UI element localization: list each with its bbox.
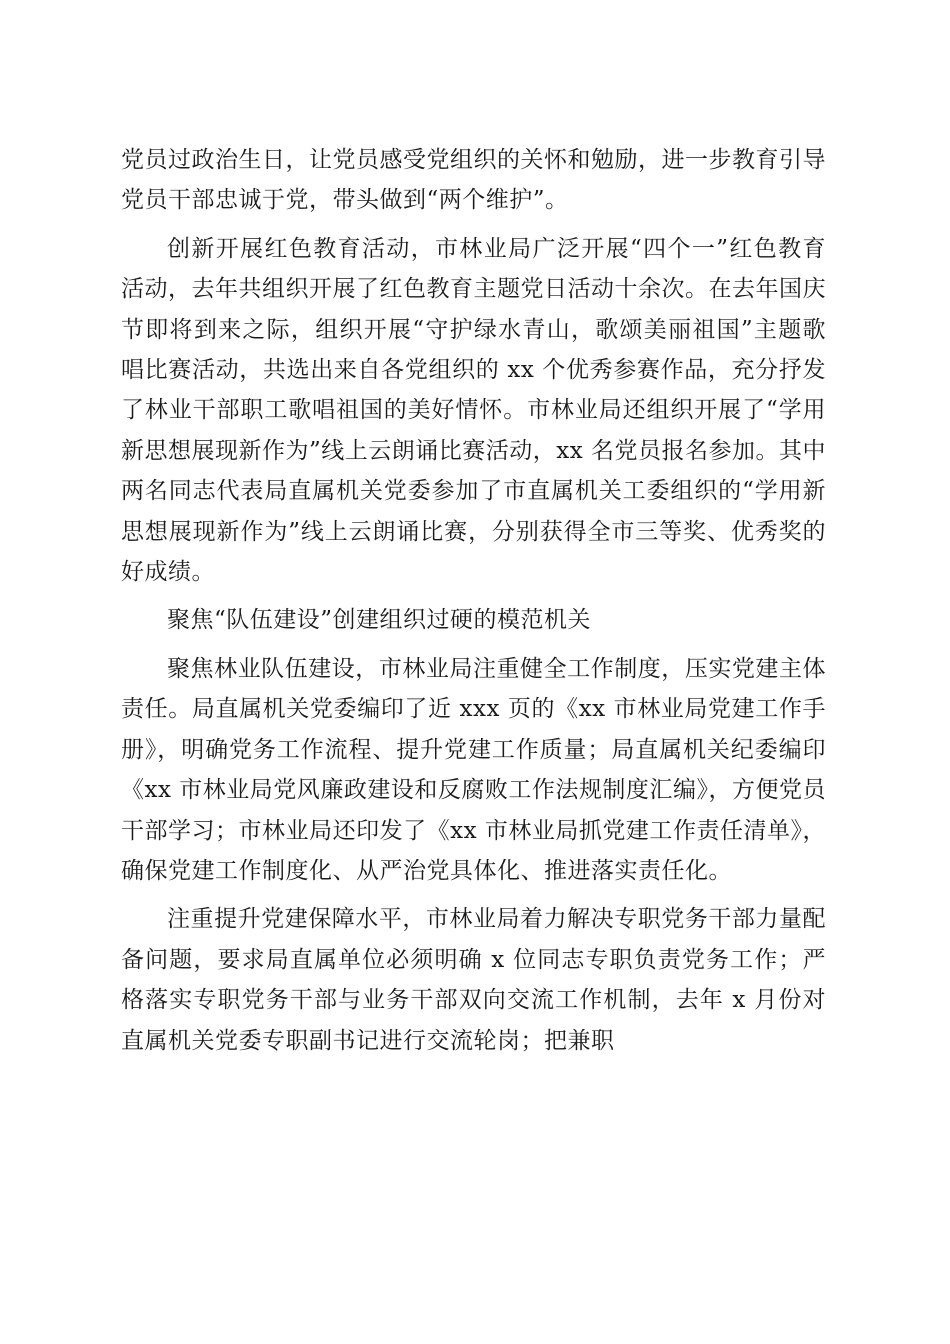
- section-heading: 聚焦“队伍建设”创建组织过硬的模范机关: [167, 607, 592, 634]
- document-page: [121, 140, 826, 1061]
- paragraph-team-building: 聚焦林业队伍建设，市林业局注重健全工作制度，压实党建主体责任。局直属机关党委编印了近 xxx 页的《xx 市林业局党建工作手册》，明确党务工作流程、提升党建工作质量；局直属机关纪委编印《xx 市林业局党风廉政建设和反腐败工作法规制度汇编》，方便党员干部学习；市林业局还印发了《xx 市林业局抓党建工作责任清单》，确保党建工作制度化、从严治党具体化、推进落实责任化。: [121, 655, 826, 884]
- paragraph-red-education: 创新开展红色教育活动，市林业局广泛开展“四个一”红色教育活动，去年共组织开展了红色教育主题党日活动十余次。在去年国庆节即将到来之际，组织开展“守护绿水青山，歌颂美丽祖国”主题歌唱比赛活动，共选出来自各党组织的 xx 个优秀参赛作品，充分抒发了林业干部职工歌唱祖国的美好情怀。市林业局还组织开展了“学用新思想展现新作为”线上云朗诵比赛活动，xx 名党员报名参加。其中两名同志代表局直属机关党委参加了市直属机关工委组织的“学用新思想展现新作为”线上云朗诵比赛，分别获得全市三等奖、优秀奖的好成绩。: [121, 235, 827, 586]
- paragraph-party-support: 注重提升党建保障水平，市林业局着力解决专职党务干部力量配备问题，要求局直属单位必须明确 x 位同志专职负责党务工作；严格落实专职党务干部与业务干部双向交流工作机制，去年 x 月份对直属机关党委专职副书记进行交流轮岗；把兼职: [121, 906, 826, 1054]
- paragraph-continuation: 党员过政治生日，让党员感受党组织的关怀和勉励，进一步教育引导党员干部忠诚于党，带头做到“两个维护”。: [121, 147, 826, 214]
